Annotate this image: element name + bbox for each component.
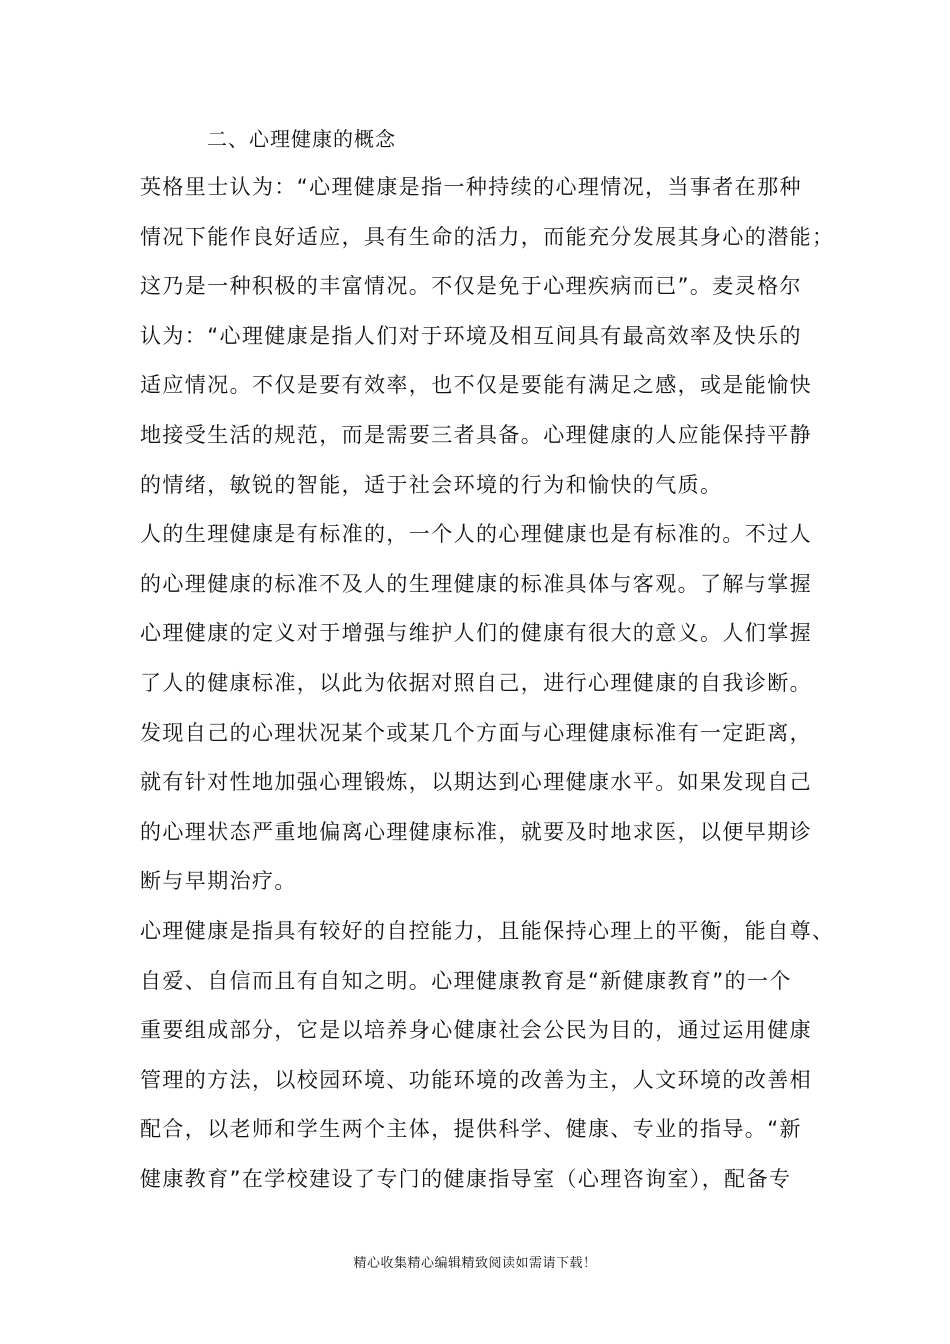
text-line: 自爱、自信而且有自知之明。心理健康教育是“新健康教育”的一个 <box>140 968 792 993</box>
text-line: 就有针对性地加强心理锻炼，以期达到心理健康水平。如果发现自己 <box>140 770 812 795</box>
text-line: 英格里士认为：“心理健康是指一种持续的心理情况，当事者在那种 <box>140 175 802 199</box>
text-line: 的心理状态严重地偏离心理健康标准，就要及时地求医，以便早期诊 <box>140 819 812 844</box>
text-line: 的心理健康的标准不及人的生理健康的标准具体与客观。了解与掌握 <box>140 571 812 596</box>
text-line: 重要组成部分，它是以培养身心健康社会公民为目的，通过运用健康 <box>140 1018 812 1043</box>
text-line: 适应情况。不仅是要有效率，也不仅是要能有满足之感，或是能愉快 <box>140 373 812 398</box>
text-line: 认为：“心理健康是指人们对于环境及相互间具有最高效率及快乐的 <box>140 323 802 348</box>
page-footer: 精心收集精心编辑精致阅读如需请下载！ <box>353 1256 597 1271</box>
text-line: 发现自己的心理状况某个或某几个方面与心理健康标准有一定距离， <box>140 720 812 745</box>
section-heading: 二、心理健康的概念 <box>207 127 396 151</box>
text-line: 配合，以老师和学生两个主体，提供科学、健康、专业的指导。“新 <box>140 1117 802 1142</box>
text-line: 健康教育”在学校建设了专门的健康指导室（心理咨询室），配备专 <box>140 1166 792 1191</box>
text-line: 地接受生活的规范，而是需要三者具备。心理健康的人应能保持平静 <box>140 422 812 447</box>
text-line: 心理健康是指具有较好的自控能力，且能保持心理上的平衡，能自尊、 <box>140 918 835 943</box>
text-line: 的情绪，敏锐的智能，适于社会环境的行为和愉快的气质。 <box>140 472 723 497</box>
text-line: 人的生理健康是有标准的，一个人的心理健康也是有标准的。不过人 <box>140 522 812 547</box>
text-line: 这乃是一种积极的丰富情况。不仅是免于心理疾病而已”。麦灵格尔 <box>140 274 802 299</box>
text-line: 了人的健康标准，以此为依据对照自己，进行心理健康的自我诊断。 <box>140 670 812 695</box>
body-text <box>140 163 840 1204</box>
text-line: 断与早期治疗。 <box>140 869 297 894</box>
text-line: 管理的方法，以校园环境、功能环境的改善为主，人文环境的改善相 <box>140 1067 812 1092</box>
text-line: 情况下能作良好适应，具有生命的活力，而能充分发展其身心的潜能； <box>140 224 835 249</box>
text-line: 心理健康的定义对于增强与维护人们的健康有很大的意义。人们掌握 <box>140 621 812 646</box>
